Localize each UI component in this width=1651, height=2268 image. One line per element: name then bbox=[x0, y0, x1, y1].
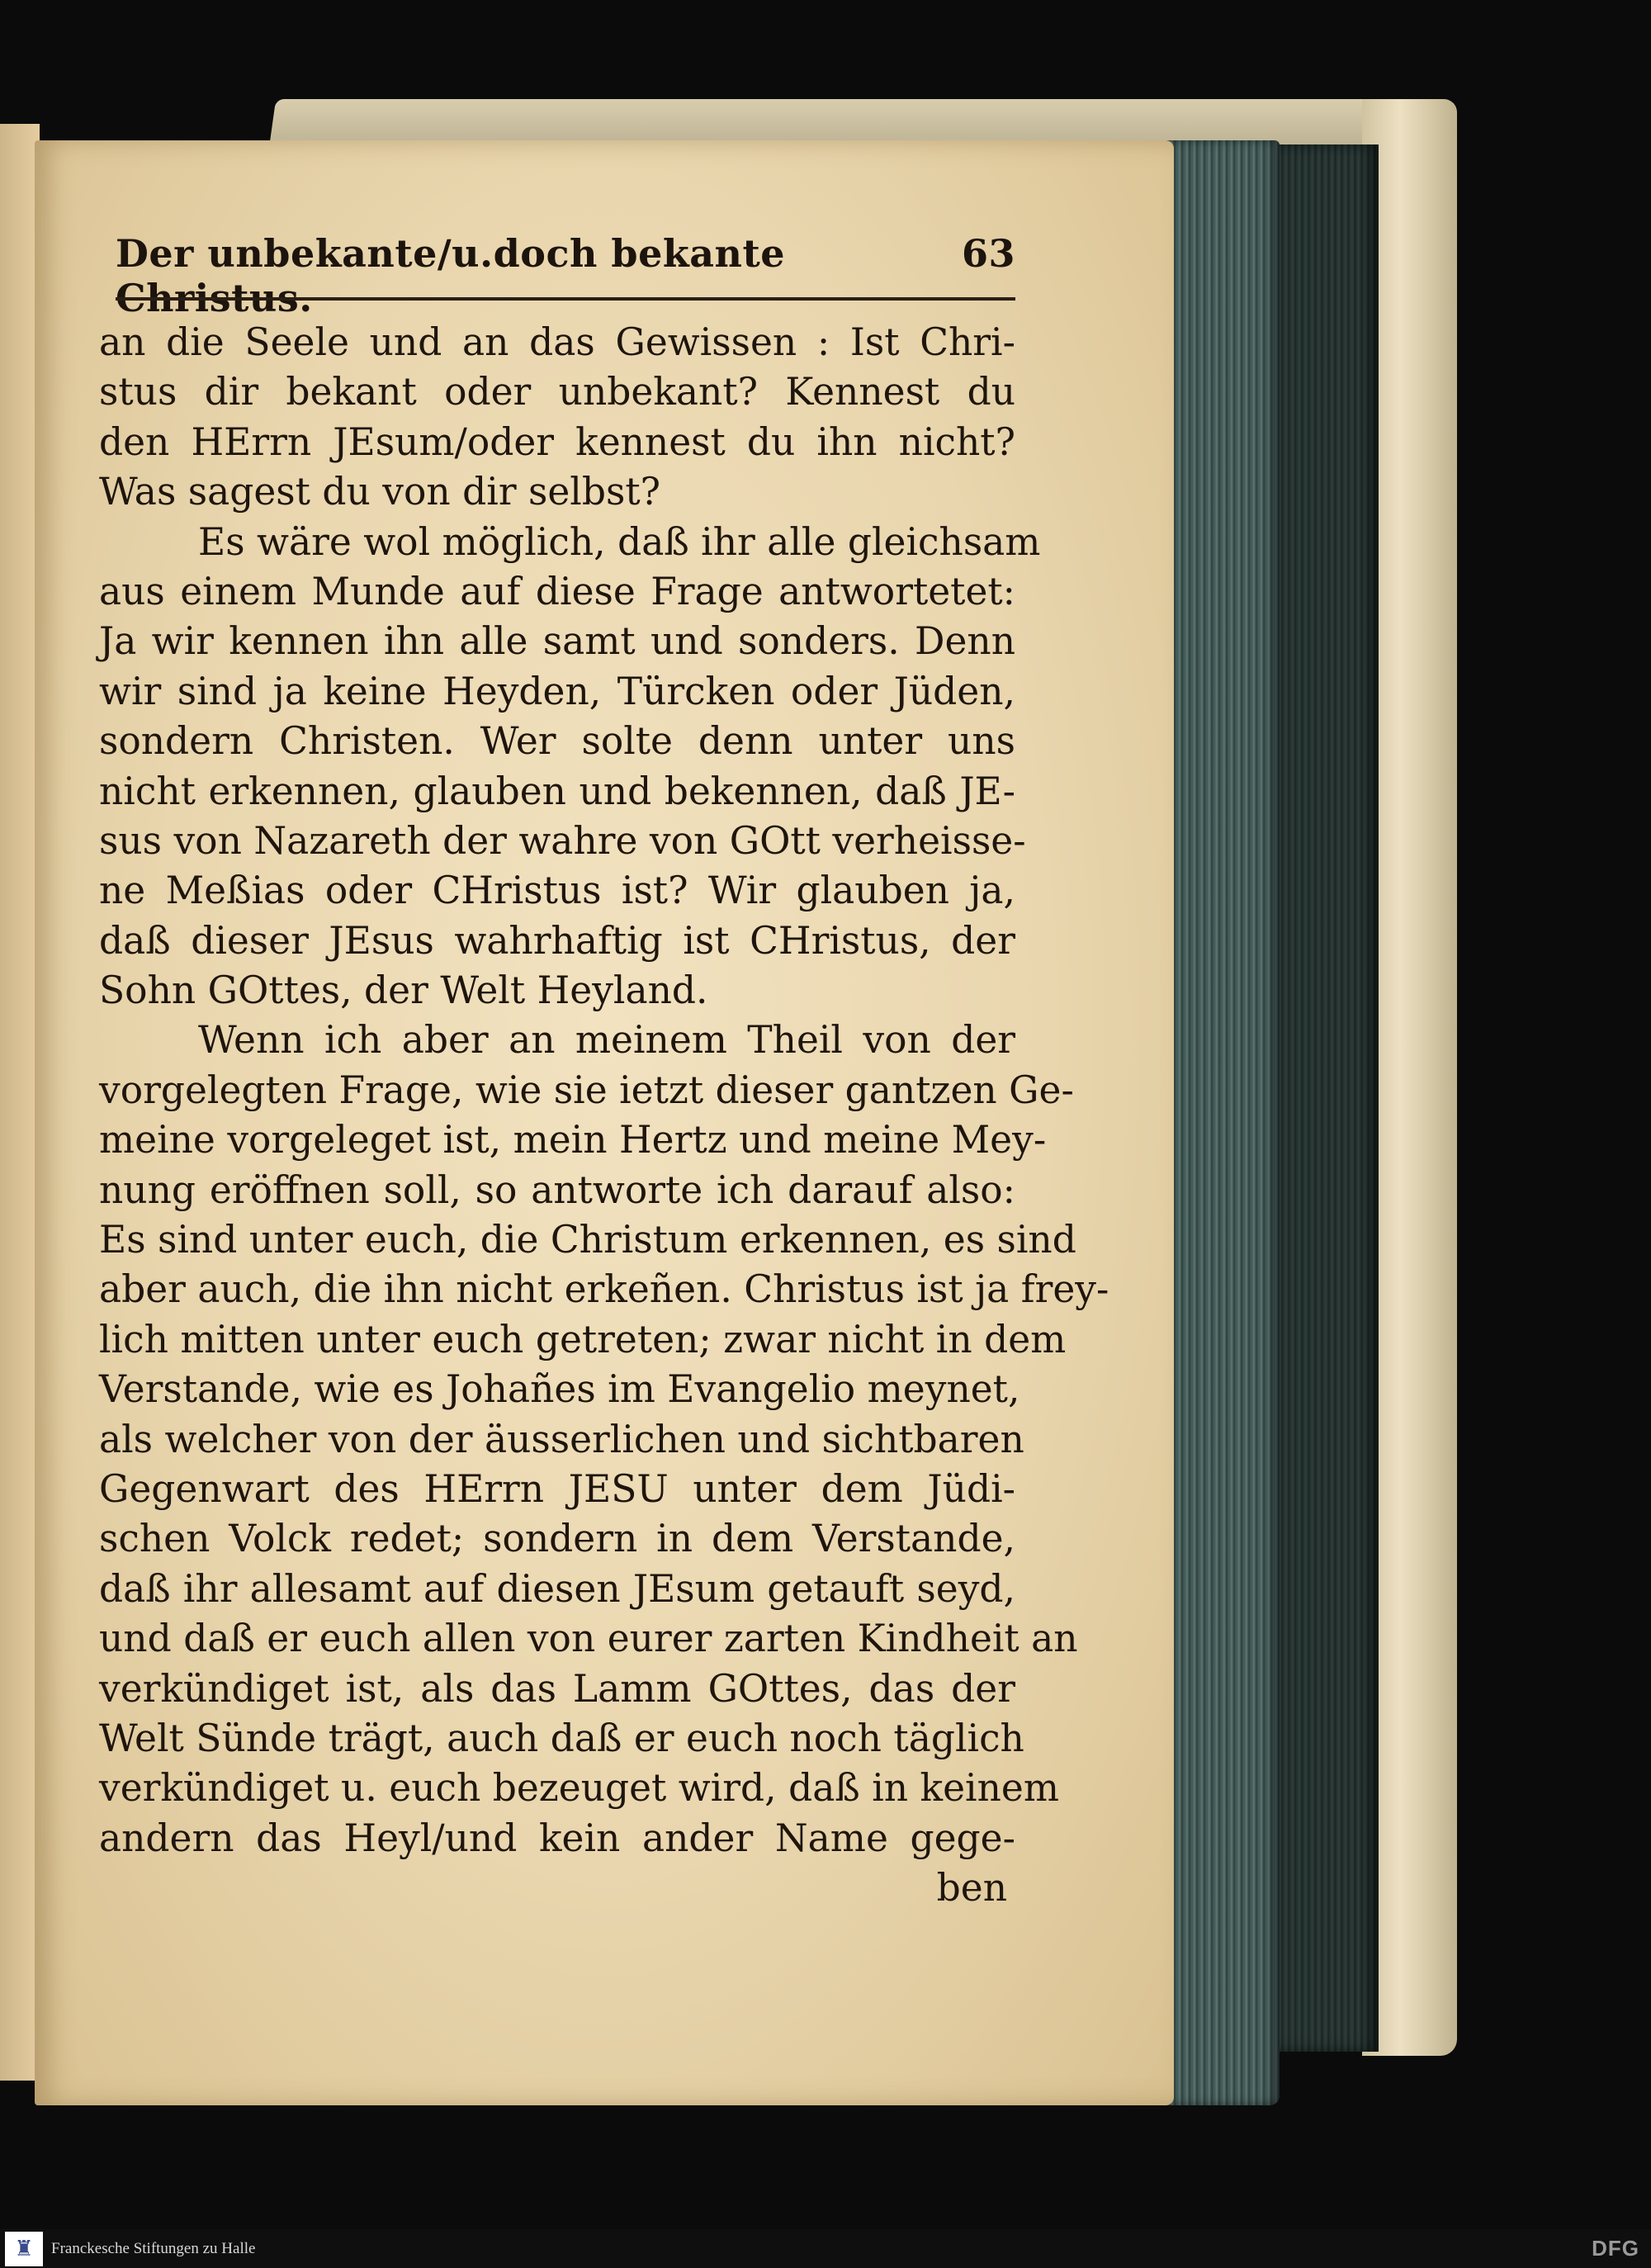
dfg-logo: DFG bbox=[1592, 2236, 1639, 2261]
text-line: aus einem Munde auf diese Frage antwortetet: bbox=[99, 569, 1015, 613]
text-line: den HErrn JEsum/oder kennest du ihn nicht? bbox=[99, 419, 1015, 464]
franckesche-stiftungen-logo-icon: ♜ bbox=[5, 2232, 43, 2266]
viewer-footer bbox=[0, 2229, 1651, 2268]
page-body-text bbox=[99, 318, 1109, 1914]
text-line: Sohn GOttes, der Welt Heyland. bbox=[99, 968, 708, 1013]
text-line: sondern Christen. Wer solte denn unter uns bbox=[99, 719, 1015, 764]
facing-page-edge bbox=[0, 124, 40, 2081]
text-line: aber auch, die ihn nicht erkeñen. Christus ist ja frey- bbox=[99, 1267, 1109, 1312]
text-line: Wenn ich aber an meinem Theil von der bbox=[198, 1018, 1015, 1063]
text-line: verkündiget u. euch bezeuget wird, daß in keinem bbox=[99, 1766, 1059, 1811]
page-header bbox=[116, 231, 1015, 320]
page-block-shadow bbox=[1263, 144, 1379, 2052]
running-title: Der unbekante/u.doch bekante Christus. bbox=[116, 231, 786, 320]
text-line: daß ihr allesamt auf diesen JEsum getauft seyd, bbox=[99, 1566, 1015, 1611]
text-line: ne Meßias oder CHristus ist? Wir glauben ja, bbox=[99, 869, 1015, 913]
page-number: 63 bbox=[961, 231, 1015, 276]
text-line: nung eröffnen soll, so antworte ich darauf also: bbox=[99, 1167, 1015, 1212]
catchword: ben bbox=[936, 1866, 1007, 1911]
text-line: andern das Heyl/und kein ander Name gege- bbox=[99, 1816, 1015, 1860]
text-line: und daß er euch allen von eurer zarten Kindheit an bbox=[99, 1617, 1078, 1661]
text-line: sus von Nazareth der wahre von GOtt verheisse- bbox=[99, 818, 1026, 863]
text-line: stus dir bekant oder unbekant? Kennest du bbox=[99, 370, 1015, 414]
text-line: lich mitten unter euch getreten; zwar nicht in dem bbox=[99, 1317, 1067, 1361]
text-line: wir sind ja keine Heyden, Türcken oder Jüden, bbox=[99, 669, 1015, 713]
text-line: Es sind unter euch, die Christum erkennen, es sind bbox=[99, 1218, 1076, 1262]
text-line: daß dieser JEsus wahrhaftig ist CHristus, der bbox=[99, 918, 1015, 963]
text-line: Welt Sünde trägt, auch daß er euch noch täglich bbox=[99, 1716, 1024, 1760]
text-line: schen Volck redet; sondern in dem Verstande, bbox=[99, 1517, 1015, 1561]
text-line: an die Seele und an das Gewissen : Ist Chri- bbox=[99, 320, 1015, 364]
text-line: verkündiget ist, als das Lamm GOttes, das der bbox=[99, 1666, 1015, 1711]
text-line: Verstande, wie es Johañes im Evangelio meynet, bbox=[99, 1367, 1020, 1412]
text-line: vorgelegten Frage, wie sie ietzt dieser gantzen Ge- bbox=[99, 1068, 1074, 1112]
institution-name: Franckesche Stiftungen zu Halle bbox=[51, 2239, 256, 2257]
text-line: Es wäre wol möglich, daß ihr alle gleichsam bbox=[198, 519, 1041, 564]
text-line: meine vorgeleget ist, mein Hertz und meine Mey- bbox=[99, 1118, 1047, 1162]
header-rule bbox=[116, 297, 1015, 301]
text-line: Gegenwart des HErrn JESU unter dem Jüdi- bbox=[99, 1466, 1015, 1511]
text-line: Ja wir kennen ihn alle samt und sonders. Denn bbox=[99, 619, 1015, 664]
text-line: Was sagest du von dir selbst? bbox=[99, 470, 661, 514]
text-line: als welcher von der äusserlichen und sichtbaren bbox=[99, 1417, 1024, 1461]
text-line: nicht erkennen, glauben und bekennen, daß JE- bbox=[99, 769, 1015, 813]
